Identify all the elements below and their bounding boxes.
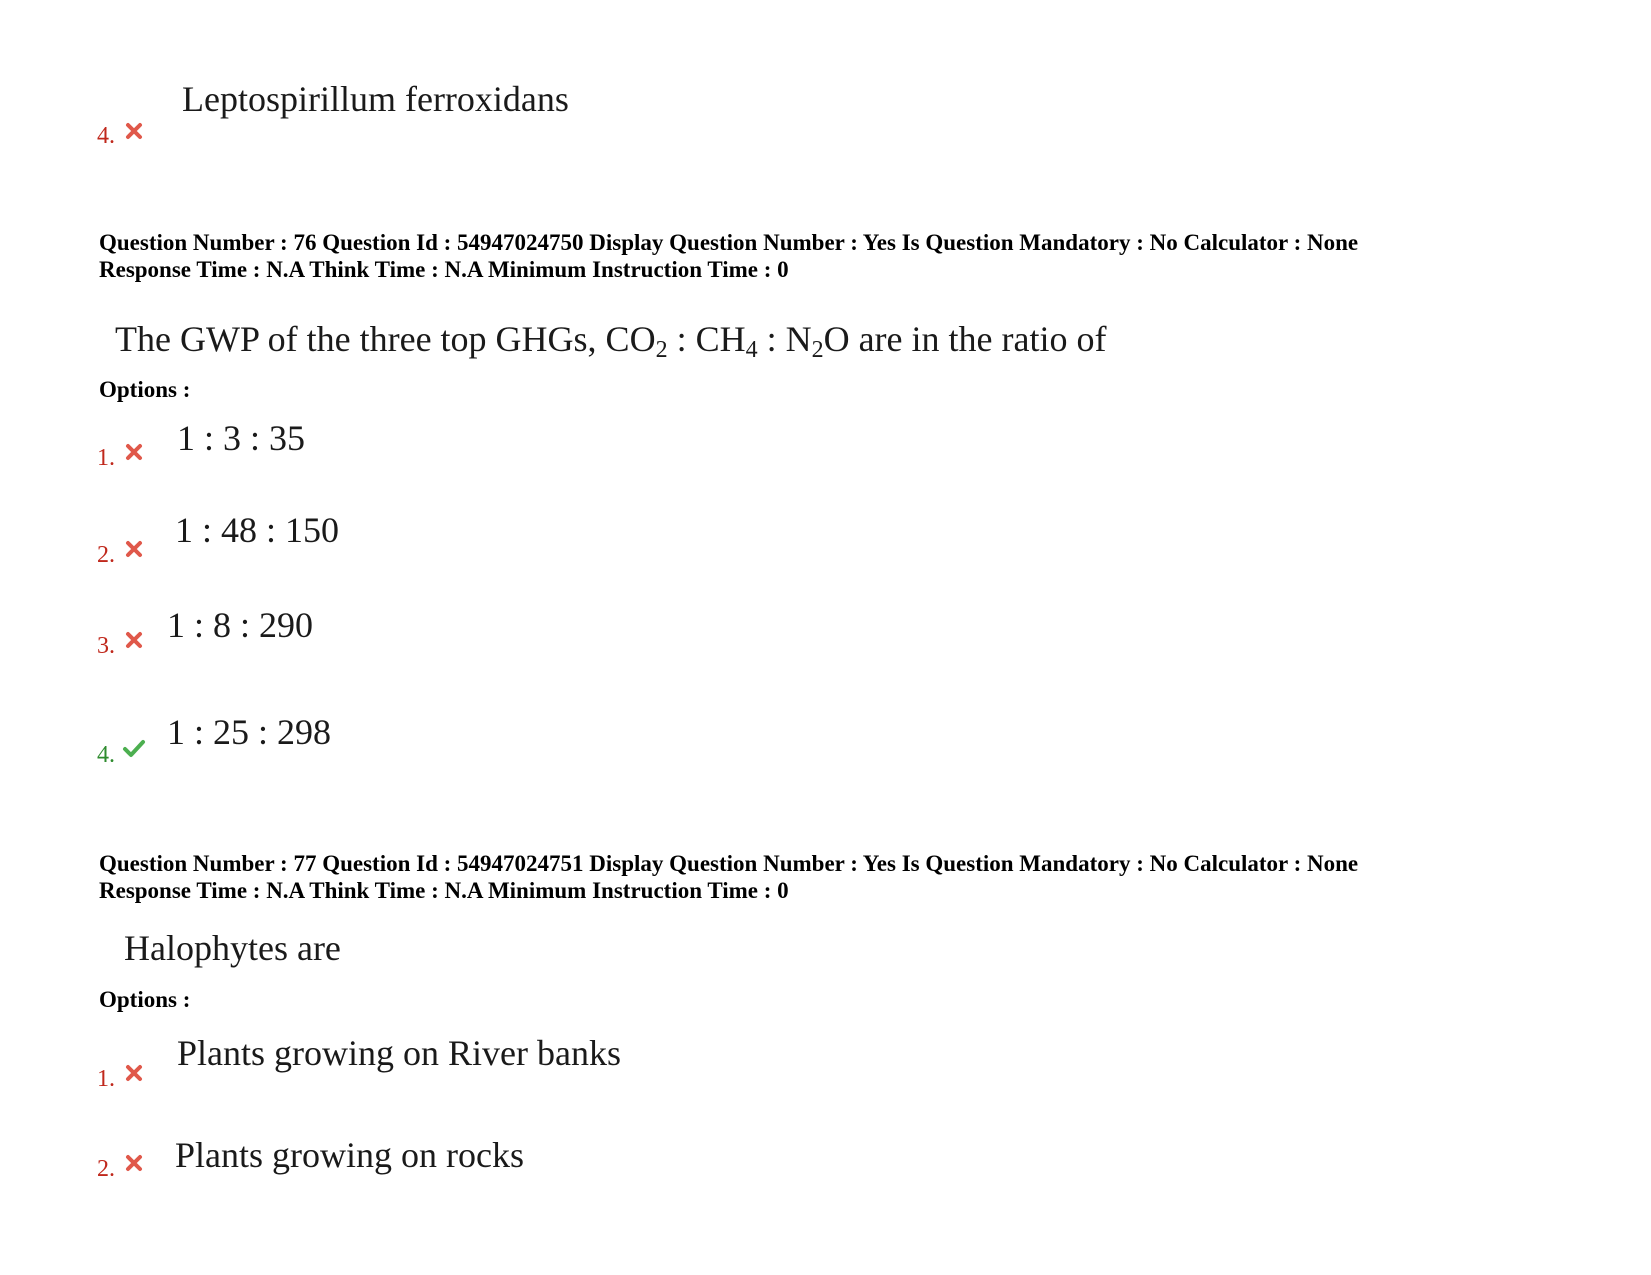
option-text: Plants growing on rocks <box>175 1135 524 1175</box>
question-meta-line1: Question Number : 76 Question Id : 54947024750 Display Question Number : Yes Is Question Mandatory : No Calculator : None <box>99 230 1359 255</box>
option-text: 1 : 3 : 35 <box>177 418 306 458</box>
option-text: Plants growing on River banks <box>177 1033 621 1073</box>
option-number: 1. <box>97 445 115 471</box>
question-meta-line2: Response Time : N.A Think Time : N.A Minimum Instruction Time : 0 <box>99 257 789 282</box>
question-meta-line1: Question Number : 77 Question Id : 54947024751 Display Question Number : Yes Is Question Mandatory : No Calculator : None <box>99 851 1359 876</box>
option-number: 3. <box>97 633 115 659</box>
option-number: 4. <box>97 123 115 149</box>
question-text-part: : CH <box>667 319 746 359</box>
option-text: 1 : 8 : 290 <box>167 605 314 645</box>
option-number: 4. <box>97 742 115 768</box>
question-meta-line2: Response Time : N.A Think Time : N.A Minimum Instruction Time : 0 <box>99 878 789 903</box>
option-text: 1 : 48 : 150 <box>175 510 340 550</box>
question-text-suffix: O are in the ratio of <box>823 319 1107 359</box>
cross-icon <box>125 1064 143 1082</box>
subscript: 4 <box>745 337 758 363</box>
option-text: 1 : 25 : 298 <box>167 712 332 752</box>
option-number: 2. <box>97 542 115 568</box>
question-text-prefix: The GWP of the three top GHGs, CO <box>115 319 656 359</box>
check-icon <box>122 738 146 758</box>
cross-icon <box>125 540 143 558</box>
options-label: Options : <box>99 987 191 1012</box>
option-number: 1. <box>97 1066 115 1092</box>
subscript: 2 <box>655 337 668 363</box>
cross-icon <box>125 1154 143 1172</box>
question-text: Halophytes are <box>124 928 341 968</box>
cross-icon <box>125 443 143 461</box>
subscript: 2 <box>811 337 824 363</box>
cross-icon <box>125 631 143 649</box>
cross-icon <box>125 122 143 140</box>
question-text-part: : N <box>757 319 812 359</box>
option-text: Leptospirillum ferroxidans <box>182 79 569 119</box>
option-number: 2. <box>97 1156 115 1182</box>
options-label: Options : <box>99 377 191 402</box>
question-text <box>115 319 1107 363</box>
